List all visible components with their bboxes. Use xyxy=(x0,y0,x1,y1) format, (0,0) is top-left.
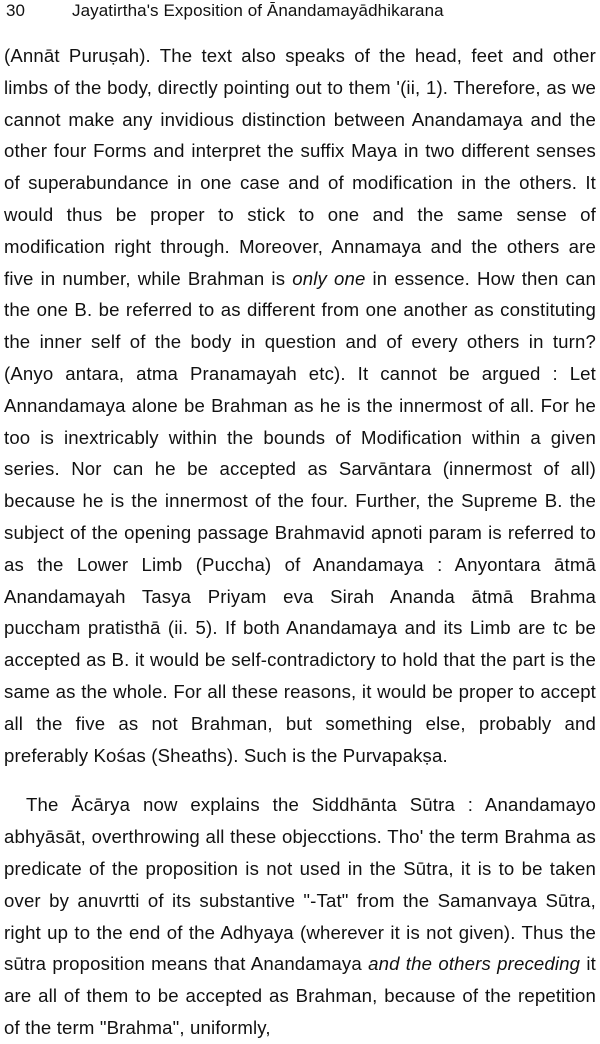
paragraph-text: it are all of them to be accepted as Brahman, because of the repetition of the term "Brahma", uniformly, xyxy=(4,953,597,1038)
running-title: Jayatirtha's Exposition of Ānandamayādhikarana xyxy=(72,1,444,20)
paragraph-text: in essence. How then can the one B. be referred to as different from one another as constituting the inner self of the body in question and of every others in turn? (Anyo antara, atma Pranamayah etc). It cannot be argued : Let Annandamaya alone be Brahman as he is the innermost of all. For he too is inextricably within the bounds of Modification within a given series. Nor can he be accepted as Sarvāntara (innermost of all) because he is the innermost of the four. Further, the Supreme B. the subject of the opening passage Brahmavid apnoti param is referred to as the Lower Limb (Puccha) of Anandamaya : Anyontara ātmā Anandamayah Tasya Priyam eva Sirah Ananda ātmā Brahma puccham pratisthā (ii. 5). If both Anandamaya and its Limb are tc be accepted as B. it would be self-contradictory to hold that the part is the same as the whole. For all these reasons, it would be proper to accept all the five as not Brahman, but something else, probably and preferably Kośas (Sheaths). Such is the Purvapakṣa. xyxy=(4,267,596,766)
emphasis-text: only one xyxy=(292,267,366,289)
emphasis-text: and the others preceding xyxy=(368,953,581,975)
page-number: 30 xyxy=(6,1,25,20)
body-paragraph-2 xyxy=(4,789,596,1043)
body-paragraph-1 xyxy=(4,40,596,771)
paragraph-text: The Ācārya now explains the Siddhānta Sūtra : Anandamayo abhyāsāt, overthrowing all these objecctions. Tho' the term Brahma as predicate of the proposition is not used in the Sūtra, it is to be taken over by anuvrtti of its substantive "-Tat" from the Samanvaya Sūtra, right up to the end of the Adhyaya (wherever it is not given). Thus the sūtra proposition means that Anandamaya xyxy=(4,794,596,975)
paragraph-text: (Annāt Puruṣah). The text also speaks of the head, feet and other limbs of the body, directly pointing out to them '(ii, 1). Therefore, as we cannot make any invidious distinction between Anandamaya and the other four Forms and interpret the suffix Maya in two different senses of superabundance in one case and of modification in the others. It would thus be proper to stick to one and the same sense of modification right through. Moreover, Annamaya and the others are five in number, while Brahman is xyxy=(4,45,596,289)
page-header xyxy=(4,0,596,40)
